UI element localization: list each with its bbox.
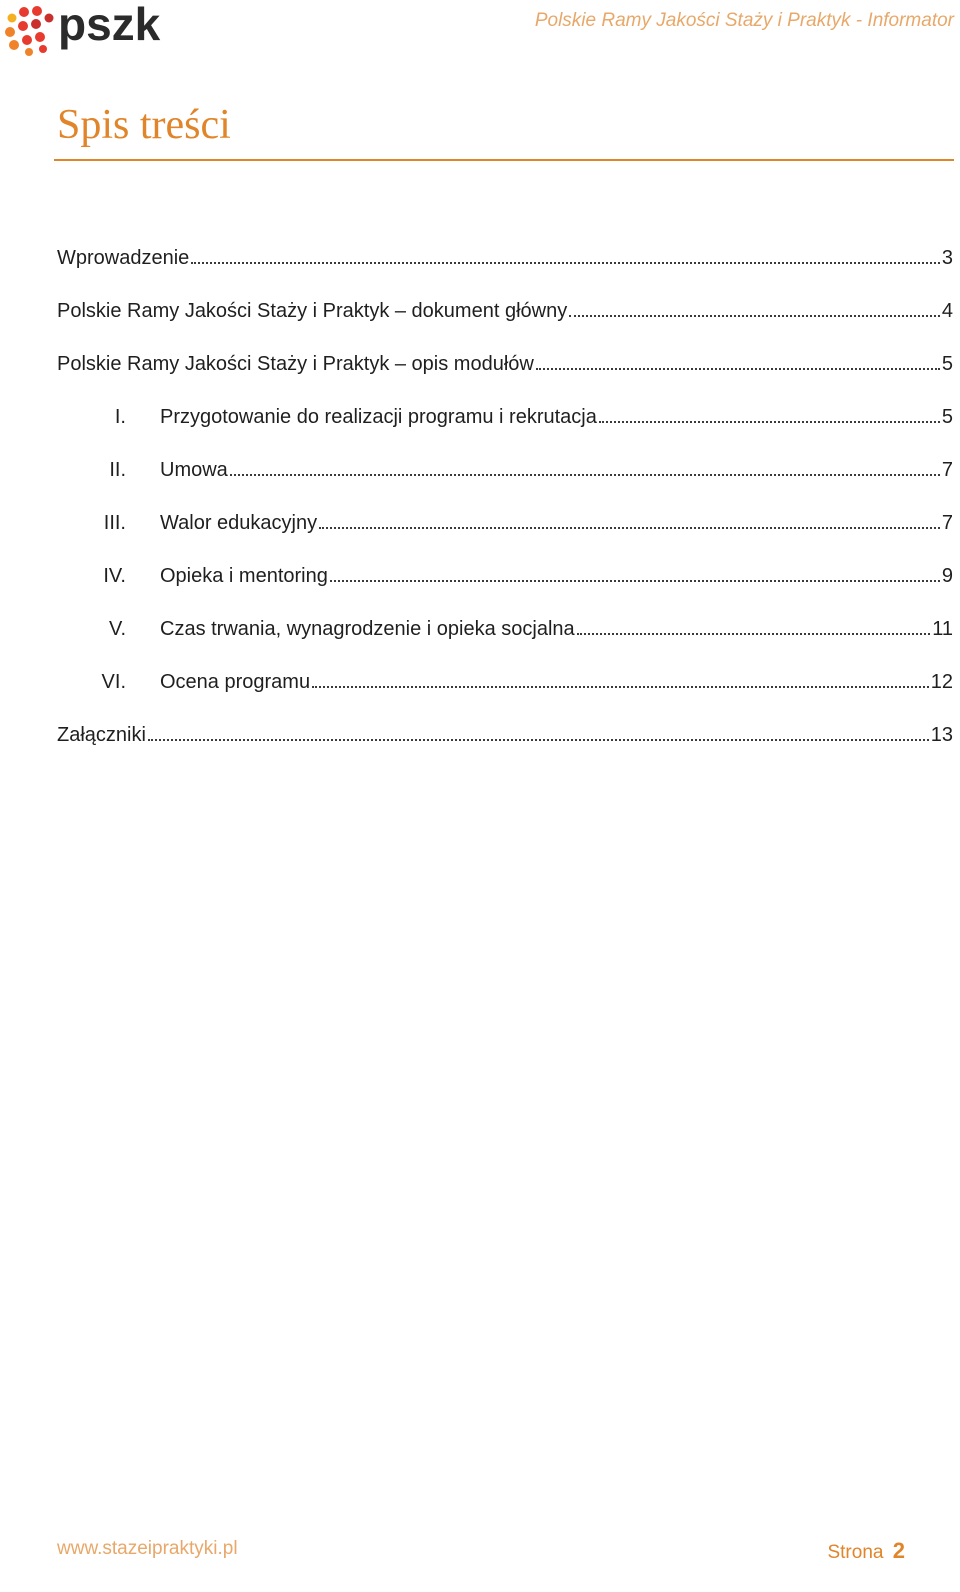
pszk-logo xyxy=(2,2,192,56)
toc-entry-label: Czas trwania, wynagrodzenie i opieka socjalna xyxy=(160,618,575,640)
toc-dot-leader xyxy=(148,717,929,741)
toc-entry-page: 3 xyxy=(941,247,953,269)
header-title: Polskie Ramy Jakości Staży i Praktyk - Informator xyxy=(534,10,954,31)
toc-entry-number: III. xyxy=(103,512,126,534)
toc-dot-leader xyxy=(230,452,940,476)
footer-page-label: Strona xyxy=(827,1542,884,1563)
toc-entry[interactable] xyxy=(57,346,953,399)
toc-dot-leader xyxy=(330,558,940,582)
footer-website-link[interactable]: www.stazeipraktyki.pl xyxy=(57,1538,238,1559)
toc-entry[interactable] xyxy=(57,717,953,770)
toc-entry-label: Walor edukacyjny xyxy=(160,512,318,534)
toc-entry-number: V. xyxy=(108,618,126,640)
toc-dot-leader xyxy=(191,240,940,264)
toc-dot-leader xyxy=(312,664,929,688)
title-divider xyxy=(54,159,954,161)
toc-subentry[interactable] xyxy=(57,611,953,664)
toc-entry-label: Opieka i mentoring xyxy=(160,565,328,587)
toc-dot-leader xyxy=(569,293,940,317)
toc-entry-page: 9 xyxy=(941,565,953,587)
toc-entry-page: 4 xyxy=(941,300,953,322)
toc-entry-label: Polskie Ramy Jakości Staży i Praktyk – opis modułów xyxy=(57,353,534,375)
toc-subentry[interactable] xyxy=(57,452,953,505)
footer-page-number xyxy=(827,1538,905,1564)
toc-entry[interactable] xyxy=(57,240,953,293)
logo-dots xyxy=(5,6,54,56)
toc-entry-page: 7 xyxy=(941,512,953,534)
toc-entry-label: Umowa xyxy=(160,459,228,481)
toc-dot-leader xyxy=(319,505,940,529)
toc-subentry[interactable] xyxy=(57,505,953,558)
logo-wordmark: pszk xyxy=(58,2,161,50)
toc-entry[interactable] xyxy=(57,293,953,346)
toc-subentry[interactable] xyxy=(57,399,953,452)
toc-dot-leader xyxy=(599,399,940,423)
toc-entry-page: 5 xyxy=(941,406,953,428)
toc-entry-number: VI. xyxy=(101,671,126,693)
toc-dot-leader xyxy=(536,346,940,370)
toc-entry-number: I. xyxy=(114,406,126,428)
toc-entry-number: II. xyxy=(109,459,126,481)
toc-subentry[interactable] xyxy=(57,664,953,717)
toc-entry-label: Przygotowanie do realizacji programu i rekrutacja xyxy=(160,406,597,428)
table-of-contents xyxy=(57,240,953,770)
toc-entry-page: 5 xyxy=(941,353,953,375)
toc-entry-page: 7 xyxy=(941,459,953,481)
toc-entry-page: 12 xyxy=(930,671,953,693)
toc-entry-number: IV. xyxy=(103,565,126,587)
toc-dot-leader xyxy=(577,611,931,635)
toc-entry-label: Wprowadzenie xyxy=(57,247,190,269)
page-title: Spis treści xyxy=(57,102,231,148)
toc-entry-page: 13 xyxy=(930,724,953,746)
toc-subentry[interactable] xyxy=(57,558,953,611)
footer-page-value: 2 xyxy=(892,1538,905,1563)
toc-entry-label: Ocena programu xyxy=(160,671,311,693)
toc-entry-label: Załączniki xyxy=(57,724,146,746)
toc-entry-label: Polskie Ramy Jakości Staży i Praktyk – dokument główny xyxy=(57,300,568,322)
toc-entry-page: 11 xyxy=(932,618,953,640)
